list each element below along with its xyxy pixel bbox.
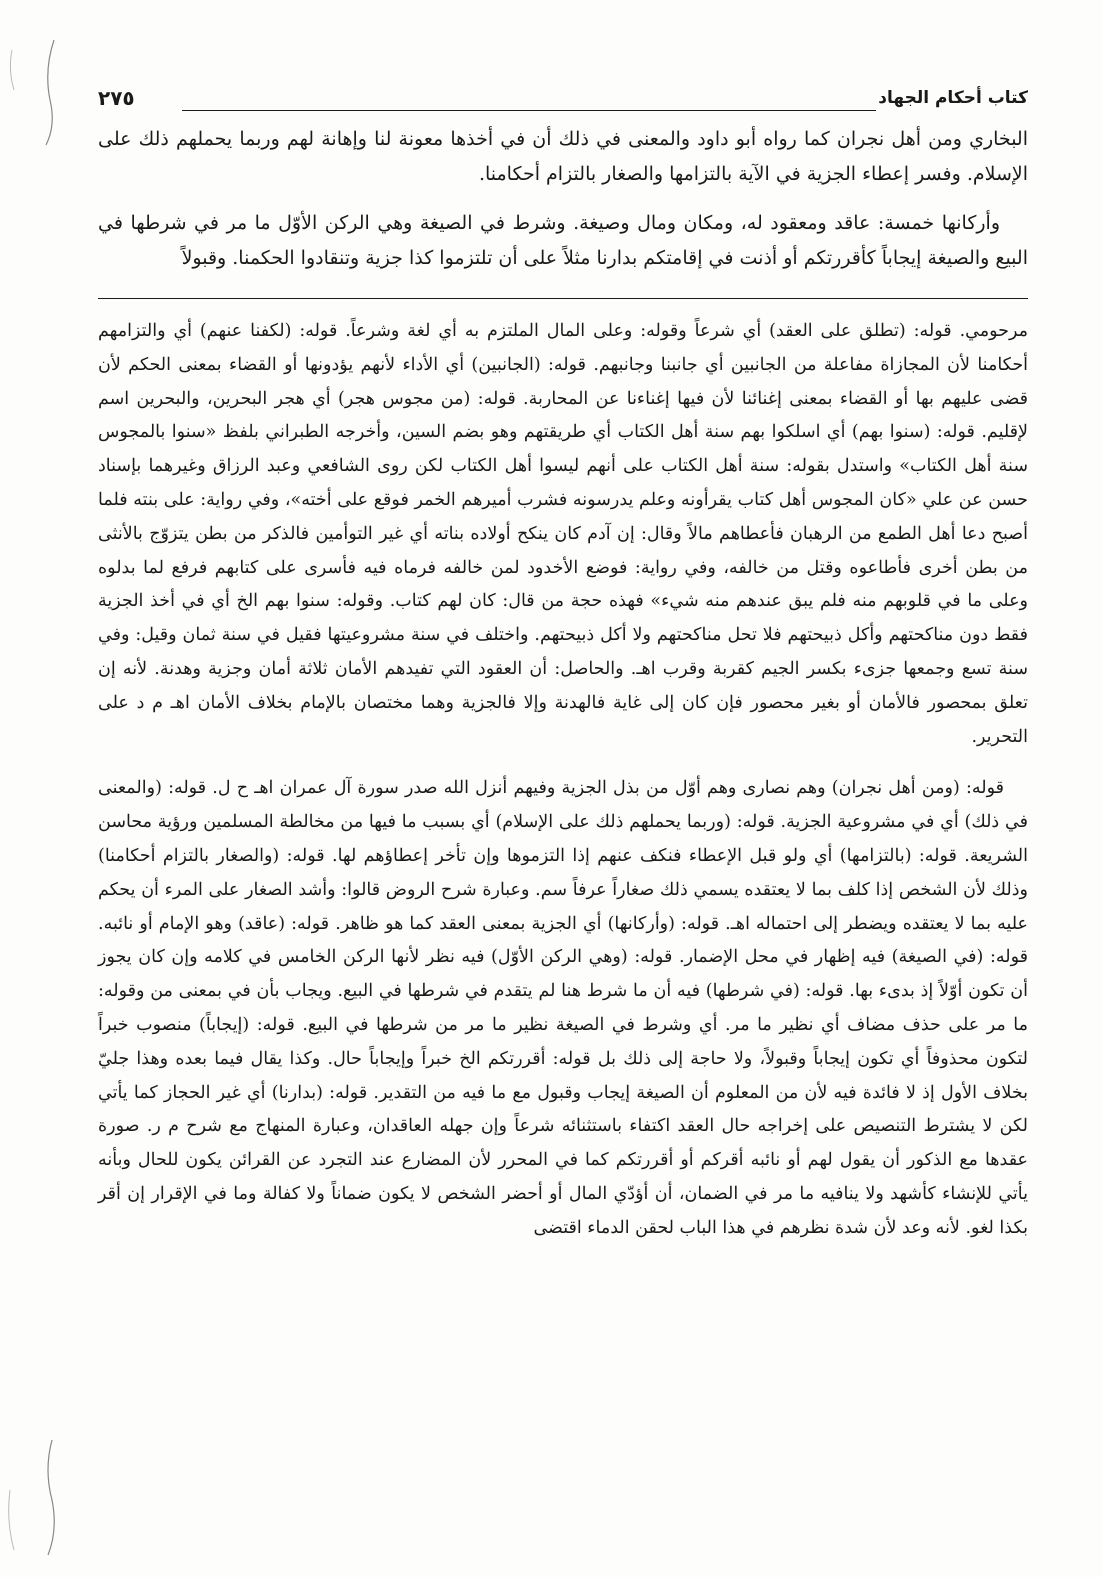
- commentary: [98, 315, 1028, 1246]
- scan-margin-mark-bottom: [0, 1430, 58, 1560]
- header-rule: [182, 110, 876, 111]
- main-paragraph-1: البخاري ومن أهل نجران كما رواه أبو داود والمعنى في ذلك أن في أخذها معونة لنا وإهانة لهم وربما يحملهم ذلك على الإسلام. وفسر إعطاء الجزية في الآية بالتزامها والصغار بالتزام أحكامنا.: [98, 128, 1028, 185]
- main-text: [98, 122, 1028, 276]
- page-number: ٢٧٥: [98, 86, 135, 110]
- main-paragraph-2: وأركانها خمسة: عاقد ومعقود له، ومكان ومال وصيغة. وشرط في الصيغة وهي الركن الأوّل ما مر في شرطها في البيع والصيغة إيجاباً كأقررتكم أو أذنت في إقامتكم بدارنا مثلاً على أن تلتزموا كذا جزية وتنقادوا الحكمنا. وقبولاً: [98, 212, 1028, 269]
- footnote-separator: [98, 298, 1028, 299]
- commentary-paragraph-1: مرحومي. قوله: (تطلق على العقد) أي شرعاً وقوله: وعلى المال الملتزم به أي لغة وشرعاً. قوله: (لكفنا عنهم) أي والتزامهم أحكامنا لأن المجازاة مفاعلة من الجانبين أي جانبنا وجانبهم. قوله: (الجانبين) أي الأداء لأنهم يؤدونها أو القضاء بمعنى الحكم لأن قضى عليهم بها أو القضاء بمعنى إغنائنا لأن فيها إغناءنا عن المحاربة. قوله: (من مجوس هجر) أي هجر البحرين، والبحرين اسم لإقليم. قوله: (سنوا بهم) أي اسلكوا بهم سنة أهل الكتاب أي طريقتهم وهو بضم السين، وأخرجه الطبراني بلفظ «سنوا بالمجوس سنة أهل الكتاب» واستدل بقوله: سنة أهل الكتاب على أنهم ليسوا أهل الكتاب لكن روى الشافعي وعبد الرزاق وغيرهما بإسناد حسن عن علي «كان المجوس أهل كتاب يقرأونه وعلم يدرسونه فشرب أميرهم الخمر فوقع على أخته»، وفي رواية: على بنته فلما أصبح دعا أهل الطمع من الرهبان فأعطاهم مالاً وقال: إن آدم كان ينكح أولاده بناته أي غير التوأمين فالذكر من بطن يتزوّج بالأنثى من بطن أخرى فأطاعوه وقتل من خالفه، وفي رواية: فوضع الأخدود لمن خالفه فرماه فيه فأسرى على كتابهم فرفع لما بدلوه وعلى ما في قلوبهم منه فلم يبق عندهم منه شيء» فهذه حجة من قال: كان لهم كتاب. وقوله: سنوا بهم الخ أي في أخذ الجزية فقط دون مناكحتهم وأكل ذبيحتهم فلا تحل مناكحتهم ولا أكل ذبيحتهم. واختلف في سنة مشروعيتها فقيل في سنة ثمان وقيل: وفي سنة تسع وجمعها جزىء بكسر الجيم كقربة وقرب اهـ. والحاصل: أن العقود التي تفيدهم الأمان ثلاثة أمان وجزية وهدنة. لأنه إن تعلق بمحصور فالأمان أو بغير محصور فإن كان إلى غاية فالهدنة وإلا فالجزية وهما مختصان بالإمام بخلاف الأمان اهـ م د على التحرير.: [98, 321, 1028, 747]
- commentary-paragraph-2: قوله: (ومن أهل نجران) وهم نصارى وهم أوّل من بذل الجزية وفيهم أنزل الله صدر سورة آل عمران اهـ ح ل. قوله: (والمعنى في ذلك) أي في مشروعية الجزية. قوله: (وربما يحملهم ذلك على الإسلام) أي بسبب ما فيها من مخالطة المسلمين ورؤية محاسن الشريعة. قوله: (بالتزامها) أي ولو قبل الإعطاء فنكف عنهم إذا التزموها وإن تأخر إعطاؤهم لها. قوله: (والصغار بالتزام أحكامنا) وذلك لأن الشخص إذا كلف بما لا يعتقده يسمي ذلك صغاراً عرفاً سم. وعبارة شرح الروض قالوا: وأشد الصغار على المرء أن يحكم عليه بما لا يعتقده ويضطر إلى احتماله اهـ. قوله: (وأركانها) أي الجزية بمعنى العقد كما هو ظاهر. قوله: (عاقد) وهو الإمام أو نائبه. قوله: (في الصيغة) فيه إظهار في محل الإضمار. قوله: (وهي الركن الأوّل) فيه نظر لأنها الركن الخامس في كلامه وإن كان يجوز أن تكون أوّلاً إذ بدىء بها. قوله: (في شرطها) فيه أن ما شرط هنا لم يتقدم في شرطها في البيع. ويجاب بأن في بمعنى من وقوله: ما مر على حذف مضاف أي نظير ما مر. أي وشرط في الصيغة نظير ما مر من شرطها في البيع. قوله: (إيجاباً) منصوب خبراً لتكون محذوفاً أي تكون إيجاباً وقبولاً، ولا حاجة إلى ذلك بل قوله: أقررتكم الخ خبراً وإيجاباً حال. وكذا يقال فيما بعده وهذا جليّ بخلاف الأول إذ لا فائدة فيه لأن من المعلوم أن الصيغة إيجاب وقبول مع ما فيه من التقدير. قوله: (بدارنا) أي غير الحجاز كما يأتي لكن لا يشترط التنصيص على إخراجه حال العقد اكتفاء باستثنائه شرعاً وإن جهله العاقدان، وعبارة المنهاج مع شرح م ر. صورة عقدها مع الذكور أن يقول لهم أو نائبه أقركم أو أقررتكم كما في المحرر لأن المضارع عند التجرد عن القرائن يكون للحال وبأنه يأتي للإنشاء كأشهد ولا ينافيه ما مر في الضمان، أن أؤدّي المال أو أحضر الشخص لا يكون ضماناً ولا كفالة وما في الإقرار إن أقر بكذا لغو. لأنه وعد لأن شدة نظرهم في هذا الباب لحقن الدماء اقتضى: [98, 778, 1028, 1238]
- running-header: [98, 88, 1028, 122]
- book-title: كتاب أحكام الجهاد: [878, 88, 1028, 108]
- book-page: [98, 88, 1028, 1246]
- scan-margin-mark-top: [0, 30, 58, 150]
